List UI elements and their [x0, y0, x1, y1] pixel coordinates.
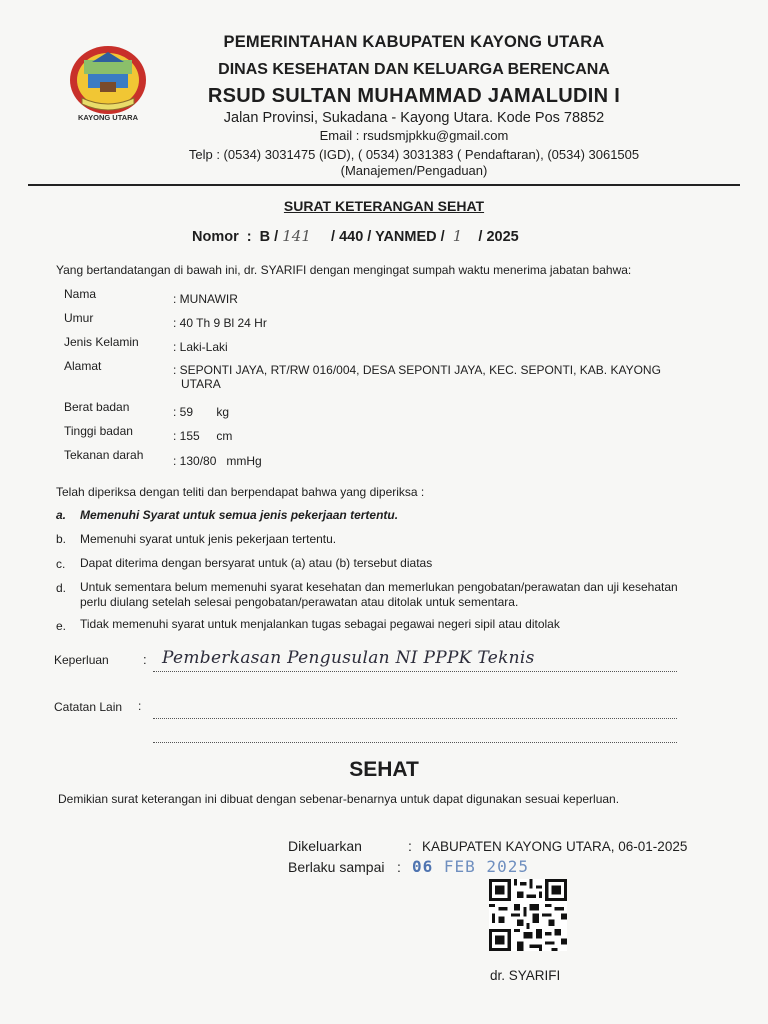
kop-line-pemerintahan: PEMERINTAHAN KABUPATEN KAYONG UTARA: [223, 33, 605, 51]
qr-code-signature: [489, 879, 567, 951]
berlaku-month-year: FEB 2025: [433, 857, 529, 876]
logo-text: KAYONG UTARA: [77, 113, 139, 122]
tinggi-badan-value: : 155 cm: [173, 429, 233, 443]
dikeluarkan-value: KABUPATEN KAYONG UTARA, 06-01-2025: [422, 839, 688, 854]
tinggi-badan-label: Tinggi badan: [64, 424, 133, 438]
jenis-kelamin-label: Jenis Kelamin: [64, 335, 139, 349]
berat-badan-value: : 59 kg: [173, 405, 230, 419]
option-letter: e.: [56, 619, 67, 633]
option-text-selected: Memenuhi Syarat untuk semua jenis pekerjaan tertentu.: [80, 508, 399, 522]
kop-line-dinas: DINAS KESEHATAN DAN KELUARGA BERENCANA: [218, 61, 610, 78]
catatan-colon: :: [138, 699, 142, 713]
tekanan-darah-value: : 130/80 mmHg: [173, 454, 262, 468]
signer-name: dr. SYARIFI: [490, 968, 561, 983]
berat-badan-label: Berat badan: [64, 400, 130, 414]
option-letter: c.: [56, 557, 66, 571]
alamat-label: Alamat: [64, 359, 102, 373]
keperluan-handwritten-value: Pemberkasan Pengusulan NI PPPK Teknis: [162, 648, 535, 668]
berlaku-stamped-date: [412, 857, 529, 876]
catatan-dotted-line-2: [153, 742, 677, 743]
closing-statement: Demikian surat keterangan ini dibuat dengan sebenar-benarnya untuk dapat digunakan sesuai keperluan.: [58, 792, 620, 806]
kop-line-rsud: RSUD SULTAN MUHAMMAD JAMALUDIN I: [207, 85, 621, 107]
umur-value: : 40 Th 9 Bl 24 Hr: [173, 316, 267, 330]
intro-text: Yang bertandatangan di bawah ini, dr. SYARIFI dengan mengingat sumpah waktu menerima jabatan bahwa:: [56, 263, 632, 277]
option-letter: b.: [56, 532, 67, 546]
keperluan-dotted-line: [153, 671, 677, 672]
option-text: Memenuhi syarat untuk jenis pekerjaan tertentu.: [80, 532, 337, 546]
option-text: Untuk sementara belum memenuhi syarat kesehatan dan memerlukan pengobatan/perawatan dan uji kesehatan: [80, 580, 678, 594]
keperluan-label: Keperluan: [54, 653, 109, 667]
dikeluarkan-colon: :: [408, 838, 412, 854]
document-title: SURAT KETERANGAN SEHAT: [283, 198, 485, 214]
berlaku-label: Berlaku sampai: [288, 859, 385, 875]
nomor-prefix: Nomor : B /: [192, 229, 279, 245]
kop-phone: Telp : (0534) 3031475 (IGD), ( 0534) 3031383 ( Pendaftaran), (0534) 3061505: [188, 147, 640, 162]
kop-email: Email : rsudsmjpkku@gmail.com: [319, 128, 509, 143]
option-letter: d.: [56, 581, 67, 595]
catatan-dotted-line-1: [153, 718, 677, 719]
jenis-kelamin-value: : Laki-Laki: [173, 340, 228, 354]
nomor-number-handwritten: 141: [282, 227, 311, 245]
berlaku-day: 06: [412, 857, 434, 876]
kop-phone-note: (Manajemen/Pengaduan): [340, 163, 488, 178]
nomor-month-handwritten: 1: [452, 227, 463, 245]
nomor-surat: [192, 227, 519, 245]
pemeriksaan-intro: Telah diperiksa dengan teliti dan berpendapat bahwa yang diperiksa :: [56, 485, 425, 499]
alamat-value-line2: UTARA: [181, 377, 221, 391]
nomor-middle: / 440 / YANMED /: [331, 229, 445, 245]
alamat-value: : SEPONTI JAYA, RT/RW 016/004, DESA SEPONTI JAYA, KEC. SEPONTI, KAB. KAYONG: [173, 363, 661, 377]
kabupaten-logo: [62, 40, 154, 126]
option-text: Tidak memenuhi syarat untuk menjalankan tugas sebagai pegawai negeri sipil atau ditolak: [80, 617, 560, 631]
umur-label: Umur: [64, 311, 94, 325]
option-text-line2: perlu diulang setelah selesai pengobatan/perawatan atau ditolak untuk sementara.: [80, 595, 519, 609]
option-text: Dapat diterima dengan bersyarat untuk (a) atau (b) tersebut diatas: [80, 556, 433, 570]
keperluan-colon: :: [143, 652, 147, 667]
nama-value: : MUNAWIR: [173, 292, 238, 306]
kop-address: Jalan Provinsi, Sukadana - Kayong Utara. Kode Pos 78852: [223, 110, 605, 126]
option-letter: a.: [56, 508, 67, 522]
tekanan-darah-label: Tekanan darah: [64, 448, 144, 462]
status-sehat: SEHAT: [349, 758, 419, 781]
dikeluarkan-label: Dikeluarkan: [288, 838, 362, 854]
nomor-suffix: / 2025: [478, 229, 519, 245]
nama-label: Nama: [64, 287, 97, 301]
catatan-label: Catatan Lain: [54, 700, 123, 714]
kop-divider: [28, 184, 740, 186]
berlaku-colon: :: [397, 859, 401, 875]
